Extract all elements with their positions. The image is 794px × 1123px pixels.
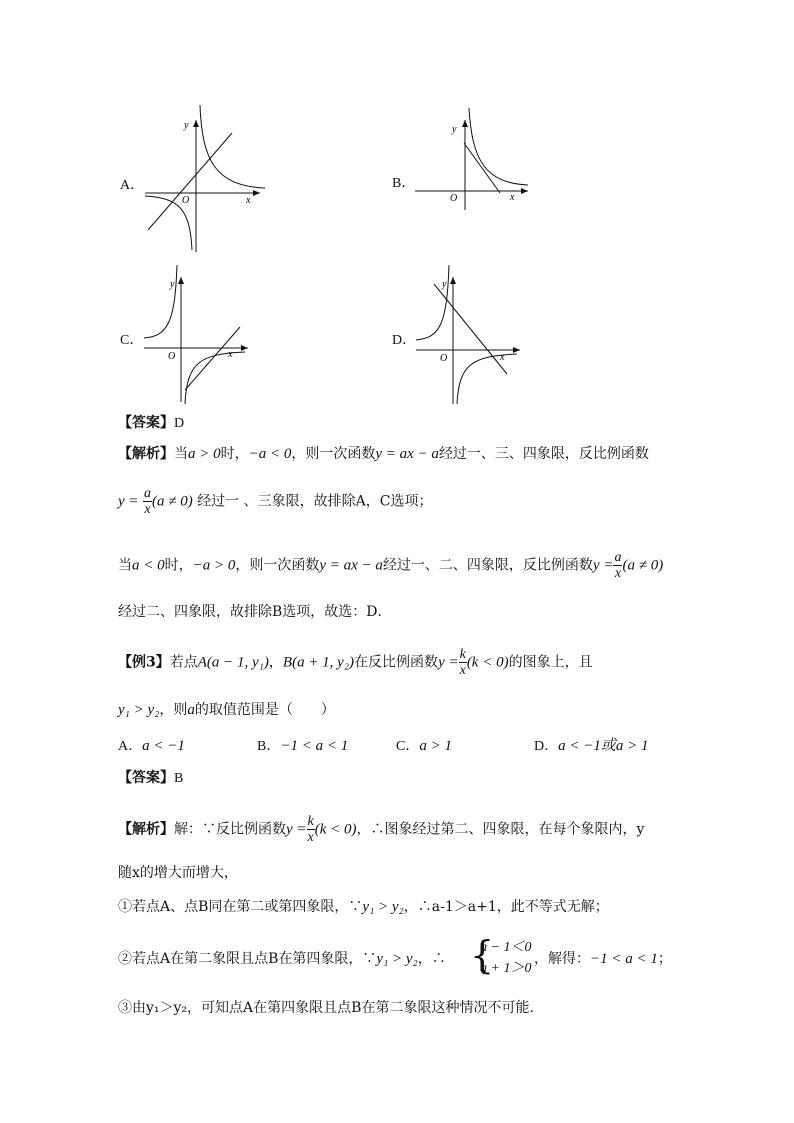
- math: y =: [438, 654, 459, 671]
- choice-a[interactable]: [118, 737, 185, 756]
- graph-c-origin-label: O: [168, 351, 176, 362]
- analysis-1-line-3: [118, 550, 663, 581]
- math: a < 0: [132, 557, 165, 574]
- answer-2-tag: 【答案】: [118, 770, 174, 786]
- answer-2: [118, 769, 183, 788]
- analysis-2-line-1: [118, 814, 644, 845]
- analysis-2-line-5: ③由y₁＞y₂，可知点A在第四象限且点B在第二象限这种情况不可能．: [118, 1000, 544, 1016]
- system-row-1: a − 1＜0: [480, 940, 532, 955]
- math: y =: [286, 821, 307, 838]
- graph-b: [410, 105, 535, 210]
- math: −a < 0: [248, 446, 292, 462]
- denominator: x: [614, 566, 622, 581]
- text: ，∴图象经过第二、四象限，在每个象限内，y: [356, 821, 645, 838]
- text: 经过一、三、四象限，反比例函数: [438, 446, 649, 462]
- math: B(a + 1, y₂): [282, 654, 355, 671]
- math: y =: [592, 557, 614, 574]
- text: 的图象上，且: [508, 654, 593, 671]
- math: a > 0: [188, 446, 221, 462]
- analysis-1-line-2: [118, 486, 432, 517]
- analysis-1-tag: 【解析】: [118, 446, 174, 462]
- choice-d[interactable]: [534, 737, 649, 756]
- graph-a-x-label: x: [246, 195, 251, 206]
- system-row-2: a + 1＞0: [480, 961, 532, 976]
- math: −1 < a < 1: [590, 951, 658, 967]
- text: ，∴a-1＞a+1，此不等式无解；: [403, 899, 609, 915]
- fraction: [307, 814, 315, 845]
- text: ，则一次函数: [235, 557, 320, 574]
- text: 若点: [169, 654, 198, 671]
- choice-label: C．: [396, 739, 420, 754]
- analysis-2-line-4-tail: [534, 950, 672, 968]
- numerator: a: [143, 486, 151, 501]
- choice-value: a > 1: [419, 738, 452, 754]
- fraction: [143, 486, 152, 517]
- text: 在反比例函数: [354, 654, 439, 671]
- graph-a: [140, 100, 275, 255]
- math: y₁ > y₂: [118, 702, 160, 718]
- text: 经过一 、三象限，故排除A，C选项；: [197, 493, 433, 510]
- math: (a ≠ 0): [622, 557, 664, 574]
- graph-d-x-label: x: [500, 352, 505, 363]
- option-b-label: B．: [392, 176, 416, 191]
- text: 的取值范围是（ ）: [194, 702, 335, 718]
- graph-a-origin-label: O: [182, 195, 190, 206]
- text: ，∴: [417, 951, 446, 967]
- inequality-system: [470, 935, 532, 977]
- analysis-1-line-4: 经过二、四象限，故排除B选项，故选：D．: [118, 604, 392, 620]
- graph-b-origin-label: O: [450, 193, 458, 204]
- graph-d: [412, 262, 527, 407]
- graph-b-x-label: x: [510, 192, 515, 203]
- graph-c-x-label: x: [228, 349, 233, 360]
- choice-b[interactable]: [257, 737, 348, 756]
- choice-label: B．: [257, 739, 281, 754]
- brace-icon: {: [470, 933, 495, 977]
- choice-c[interactable]: [396, 737, 452, 756]
- answer-1: [118, 414, 184, 433]
- text: 当: [174, 446, 188, 462]
- option-c-label: C．: [120, 333, 144, 348]
- math: y₁ > y₂: [376, 951, 418, 967]
- text: ，则: [159, 702, 188, 718]
- graph-c-y-label: y: [170, 279, 175, 290]
- math: (k < 0): [466, 654, 509, 671]
- example-3-line-1: [118, 647, 593, 678]
- option-d-label: D．: [392, 333, 417, 348]
- analysis-1-line-1: [118, 445, 649, 463]
- numerator: k: [307, 814, 314, 829]
- text: 当: [118, 557, 132, 574]
- text: ，解得：: [534, 951, 590, 967]
- choice-label: A．: [118, 739, 143, 754]
- choice-value: −1 < a < 1: [280, 738, 349, 754]
- graph-d-origin-label: O: [440, 353, 448, 364]
- text: 时，: [220, 446, 249, 462]
- graph-c: [140, 262, 255, 407]
- math: −a > 0: [192, 557, 236, 574]
- denominator: x: [459, 663, 466, 678]
- denominator: x: [307, 830, 314, 845]
- option-a-label: A．: [120, 178, 145, 193]
- math: y = ax − a: [375, 446, 439, 462]
- math: y₁ > y₂: [362, 899, 404, 915]
- math: A(a − 1, y₁): [197, 654, 269, 671]
- choice-label: D．: [534, 739, 559, 754]
- math: y =: [118, 493, 139, 510]
- numerator: a: [614, 550, 622, 565]
- text: ，则一次函数: [291, 446, 376, 462]
- analysis-2-line-4: [118, 950, 446, 968]
- example-3-line-2: [118, 701, 335, 719]
- choice-value: a < −1或a > 1: [558, 738, 649, 754]
- analysis-2-line-3: [118, 898, 609, 916]
- numerator: k: [459, 647, 466, 662]
- graph-b-y-label: y: [452, 124, 457, 135]
- text: 经过一、二、四象限，反比例函数: [382, 557, 593, 574]
- graph-a-y-label: y: [184, 120, 189, 131]
- text: 时，: [164, 557, 193, 574]
- math: (k < 0): [314, 821, 357, 838]
- text: ②若点A在第二象限且点B在第四象限，∵: [118, 951, 377, 967]
- analysis-2-line-2: 随x的增大而增大，: [118, 865, 238, 881]
- text: ；: [657, 951, 672, 967]
- text: ①若点A、点B同在第二或第四象限，∵: [118, 899, 363, 915]
- graph-d-y-label: y: [442, 279, 447, 290]
- analysis-2-tag: 【解析】: [118, 821, 174, 838]
- denominator: x: [144, 502, 151, 517]
- fraction: [459, 647, 467, 678]
- answer-2-value: B: [174, 771, 184, 786]
- math: (a ≠ 0): [151, 493, 193, 510]
- math: a: [187, 702, 195, 718]
- math: y = ax − a: [319, 557, 383, 574]
- text: ，: [268, 654, 283, 671]
- choice-value: a < −1: [142, 738, 185, 754]
- example-3-tag: 【例3】: [118, 654, 170, 671]
- text: 解：∵反比例函数: [174, 821, 286, 838]
- answer-1-value: D: [174, 416, 185, 431]
- answer-1-tag: 【答案】: [118, 415, 174, 431]
